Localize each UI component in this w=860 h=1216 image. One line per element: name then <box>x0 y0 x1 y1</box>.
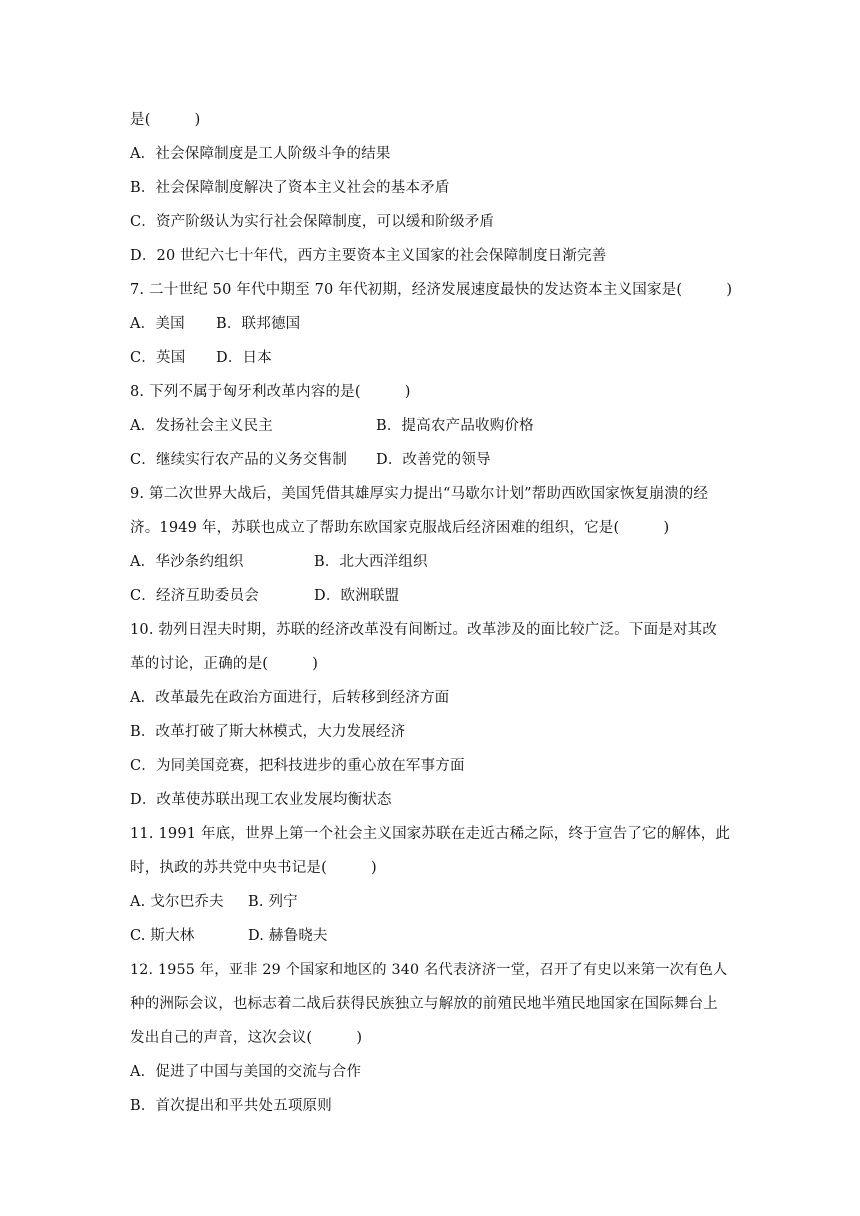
q11-stem-line2: 时，执政的苏共党中央书记是( ) <box>130 860 377 876</box>
q11-stem-line1: 11. 1991 年底，世界上第一个社会主义国家苏联在走近古稀之际，终于宣告了它的解体，此 <box>130 826 731 842</box>
q7-option-c: C．英国 <box>130 350 186 366</box>
q12-stem-line1: 12. 1955 年，亚非 29 个国家和地区的 340 名代表济济一堂，召开了有史以来第一次有色人 <box>130 962 728 978</box>
q12-stem-line3: 发出自己的声音，这次会议( ) <box>130 1030 363 1046</box>
q9-option-b: B．北大西洋组织 <box>314 554 428 570</box>
q6-option-a: A．社会保障制度是工人阶级斗争的结果 <box>130 146 391 162</box>
q10-option-b: B．改革打破了斯大林模式，大力发展经济 <box>130 724 406 740</box>
q12-stem-line2: 种的洲际会议，也标志着二战后获得民族独立与解放的前殖民地半殖民地国家在国际舞台上 <box>130 996 718 1012</box>
q10-stem-line1: 10. 勃列日涅夫时期，苏联的经济改革没有间断过。改革涉及的面比较广泛。下面是对其改 <box>130 622 718 638</box>
q9-stem-line1: 9. 第二次世界大战后，美国凭借其雄厚实力提出“马歇尔计划”帮助西欧国家恢复崩溃的经 <box>130 486 709 502</box>
q7-stem: 7. 二十世纪 50 年代中期至 70 年代初期，经济发展速度最快的发达资本主义国家是( ) <box>130 282 733 298</box>
q7-option-d: D．日本 <box>216 350 272 366</box>
q9-option-d: D．欧洲联盟 <box>314 588 400 604</box>
q11-option-a: A. 戈尔巴乔夫 <box>130 894 224 910</box>
q8-option-b: B．提高农产品收购价格 <box>376 418 534 434</box>
q10-stem-line2: 革的讨论，正确的是( ) <box>130 656 319 672</box>
q8-option-a: A．发扬社会主义民主 <box>130 418 273 434</box>
q7-option-b: B．联邦德国 <box>216 316 301 332</box>
q8-option-c: C．继续实行农产品的义务交售制 <box>130 452 348 468</box>
q11-option-d: D. 赫鲁晓夫 <box>248 928 328 944</box>
q6-option-c: C．资产阶级认为实行社会保障制度，可以缓和阶级矛盾 <box>130 214 495 230</box>
q12-option-b: B．首次提出和平共处五项原则 <box>130 1098 332 1114</box>
q6-option-b: B．社会保障制度解决了资本主义社会的基本矛盾 <box>130 180 450 196</box>
q11-option-c: C. 斯大林 <box>130 928 195 944</box>
q9-option-c: C．经济互助委员会 <box>130 588 259 604</box>
q9-option-a: A．华沙条约组织 <box>130 554 244 570</box>
q6-stem-end: 是( ) <box>130 112 201 128</box>
q11-option-b: B. 列宁 <box>248 894 298 910</box>
q10-option-d: D．改革使苏联出现工农业发展均衡状态 <box>130 792 392 808</box>
q12-option-a: A．促进了中国与美国的交流与合作 <box>130 1064 362 1080</box>
q6-option-d: D．20 世纪六七十年代，西方主要资本主义国家的社会保障制度日渐完善 <box>130 248 607 264</box>
q10-option-c: C．为同美国竞赛，把科技进步的重心放在军事方面 <box>130 758 465 774</box>
q8-option-d: D．改善党的领导 <box>376 452 491 468</box>
q7-option-a: A．美国 <box>130 316 185 332</box>
q9-stem-line2: 济。1949 年，苏联也成立了帮助东欧国家克服战后经济困难的组织，它是( ) <box>130 520 670 536</box>
q10-option-a: A．改革最先在政治方面进行，后转移到经济方面 <box>130 690 450 706</box>
q8-stem: 8. 下列不属于匈牙利改革内容的是( ) <box>130 384 411 400</box>
